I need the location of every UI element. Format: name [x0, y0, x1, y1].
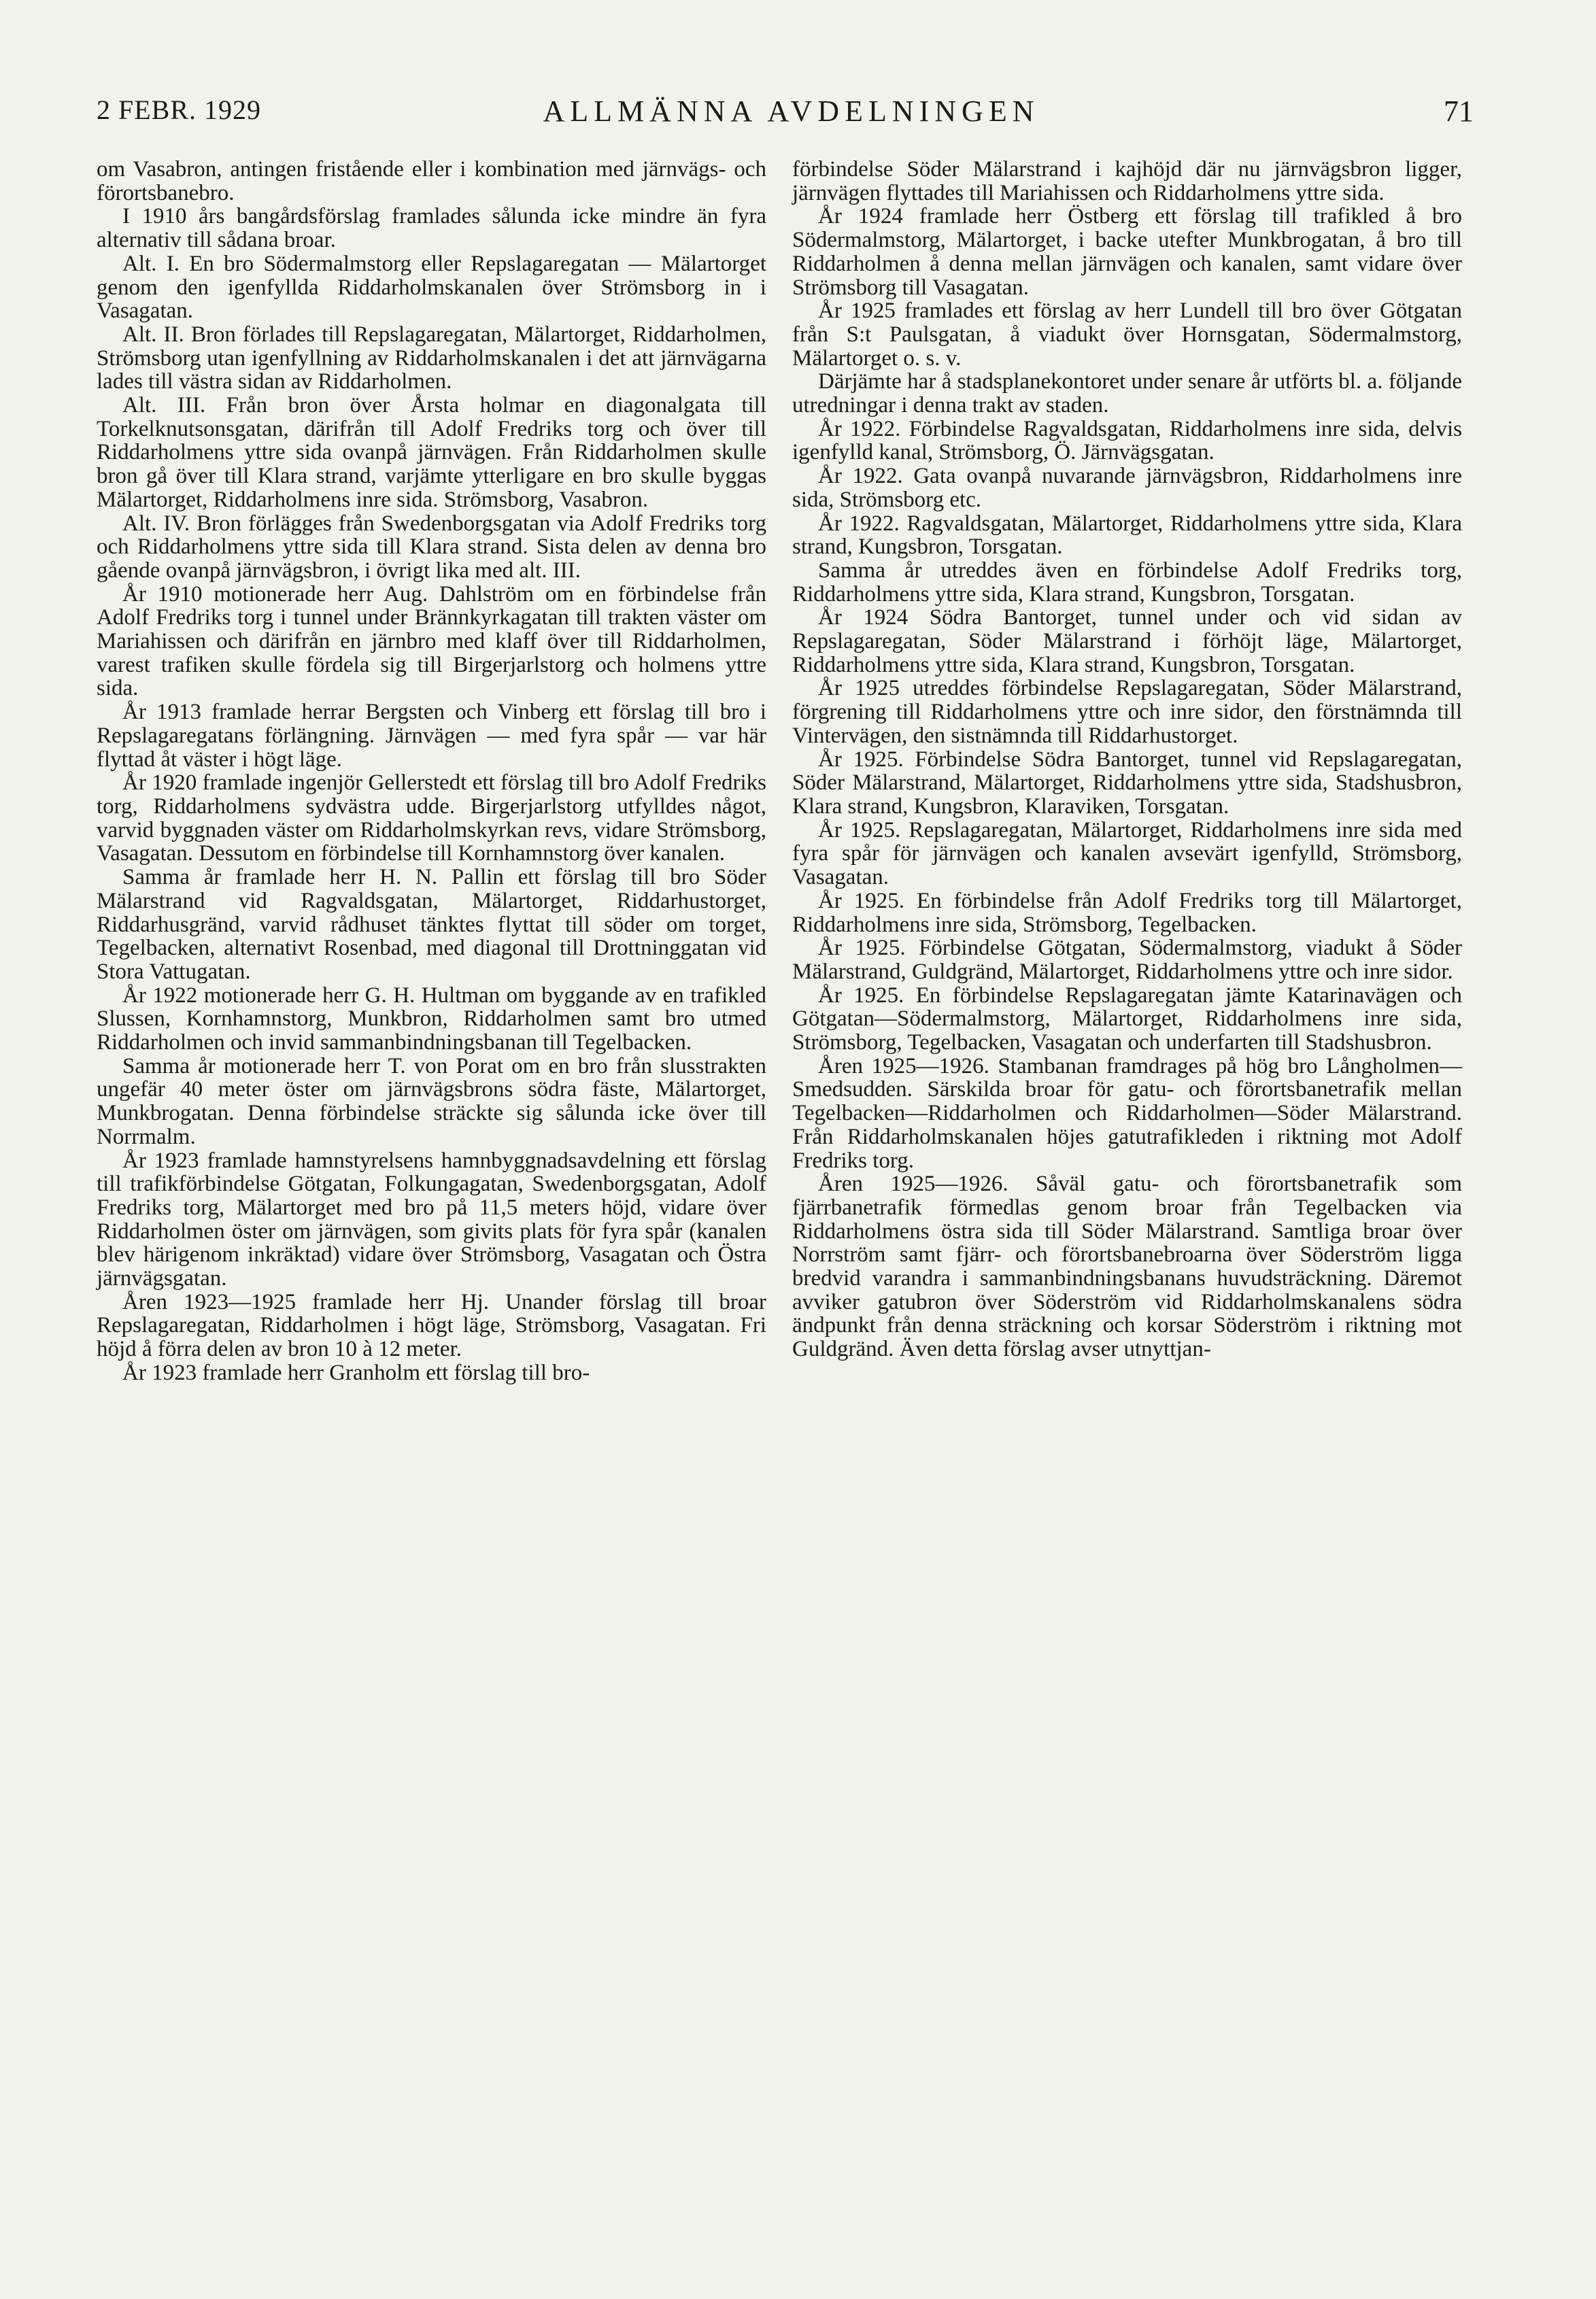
- paragraph: Alt. III. Från bron över Årsta holmar en diagonalgata till Torkelknutsonsgatan, därifrån till Adolf Fredriks torg och över till Riddarholmens yttre sida ovanpå järnvägen. Från Riddarholmen skulle bron gå över till Klara strand, varjämte ytterligare en bro skulle byggas Mälartorget, Riddarholmens inre sida. Strömsborg, Vasabron.: [97, 393, 766, 512]
- paragraph: Alt. I. En bro Södermalmstorg eller Repslagaregatan — Mälartorget genom den igenfyllda Riddarholmskanalen över Strömsborg in i Vasagatan.: [97, 251, 766, 324]
- paragraph: Samma år motionerade herr T. von Porat om en bro från slusstrakten ungefär 40 meter öster om järnvägsbrons södra fäste, Mälartorget, Munkbrogatan. Denna förbindelse sträckte sig sålunda icke över till Norrmalm.: [97, 1053, 766, 1149]
- section-title: ALLMÄNNA AVDELNINGEN: [543, 95, 1040, 128]
- page-number: 71: [1444, 95, 1474, 128]
- paragraph: År 1924 Södra Bantorget, tunnel under och vid sidan av Repslagaregatan, Söder Mälarstrand i förhöjt läge, Mälartorget, Riddarholmens yttre sida, Klara strand, Kungsbron, Torsgatan.: [792, 605, 1462, 677]
- paragraph: Samma år framlade herr H. N. Pallin ett förslag till bro Söder Mälarstrand vid Ragvaldsgatan, Mälartorget, Riddarhustorget, Riddarhusgränd, varvid rådhuset tänktes flyttat till söder om torget, Tegelbacken, alternativt Rosenbad, med diagonal till Drottninggatan vid Stora Vattugatan.: [97, 865, 766, 984]
- paragraph: Därjämte har å stadsplanekontoret under senare år utförts bl. a. följande utredningar i denna trakt av staden.: [792, 369, 1462, 418]
- paragraph: År 1922. Gata ovanpå nuvarande järnvägsbron, Riddarholmens inre sida, Strömsborg etc.: [792, 464, 1462, 512]
- paragraph: År 1925. En förbindelse Repslagaregatan jämte Katarinavägen och Götgatan—Södermalmstorg, Mälartorget, Riddarholmens inre sida, Strömsborg, Tegelbacken, Vasagatan och underfarten till Stadshusbron.: [792, 983, 1462, 1055]
- paragraph: År 1920 framlade ingenjör Gellerstedt ett förslag till bro Adolf Fredriks torg, Riddarholmens sydvästra udde. Birgerjarlstorg utfylldes något, varvid byggnaden väster om Riddarholmskyrkan revs, vidare Strömsborg, Vasagatan. Dessutom en förbindelse till Kornhamnstorg över kanalen.: [97, 770, 766, 866]
- paragraph: Åren 1925—1926. Såväl gatu- och förortsbanetrafik som fjärrbanetrafik förmedlas genom broar från Tegelbacken via Riddarholmens östra sida till Söder Mälarstrand. Samtliga broar över Norrström samt fjärr- och förortsbanebroarna över Söderström ligga bredvid varandra i sammanbindningsbanans huvudsträckning. Däremot avviker gatubron över Söderström vid Riddarholmskanalens södra ändpunkt från denna sträckning och korsar Söderström i riktning mot Guldgränd. Även detta förslag avser utnyttjan-: [792, 1172, 1462, 1362]
- paragraph: År 1922 motionerade herr G. H. Hultman om byggande av en trafikled Slussen, Kornhamnstorg, Munkbron, Riddarholmen samt bro utmed Riddarholmen och invid sammanbindningsbanan till Tegelbacken.: [97, 983, 766, 1055]
- paragraph: Alt. IV. Bron förlägges från Swedenborgsgatan via Adolf Fredriks torg och Riddarholmens yttre sida till Klara strand. Sista delen av denna bro gående ovanpå järnvägsbron, i övrigt lika med alt. III.: [97, 511, 766, 583]
- paragraph: År 1922. Ragvaldsgatan, Mälartorget, Riddarholmens yttre sida, Klara strand, Kungsbron, Torsgatan.: [792, 511, 1462, 560]
- paragraph: I 1910 års bangårdsförslag framlades sålunda icke mindre än fyra alternativ till sådana broar.: [97, 204, 766, 253]
- paragraph: År 1925. En förbindelse från Adolf Fredriks torg till Mälartorget, Riddarholmens inre sida, Strömsborg, Tegelbacken.: [792, 888, 1462, 937]
- paragraph: År 1913 framlade herrar Bergsten och Vinberg ett förslag till bro i Repslagaregatans förlängning. Järnvägen — med fyra spår — var här flyttad åt väster i högt läge.: [97, 700, 766, 772]
- paragraph: År 1925 framlades ett förslag av herr Lundell till bro över Götgatan från S:t Paulsgatan, å viadukt över Hornsgatan, Södermalmstorg, Mälartorget o. s. v.: [792, 299, 1462, 371]
- left-column: [97, 158, 766, 1385]
- paragraph: År 1923 framlade herr Granholm ett förslag till bro-: [122, 1360, 590, 1385]
- paragraph: År 1923 framlade hamnstyrelsens hamnbyggnadsavdelning ett förslag till trafikförbindelse Götgatan, Folkungagatan, Swedenborgsgatan, Adolf Fredriks torg, Mälartorget med bro på 11,5 meters höjd, vidare över Riddarholmen öster om järnvägen, som givits plats för fyra spår (kanalen blev härigenom inkräktad) vidare över Strömsborg, Vasagatan och Östra järnvägsgatan.: [97, 1148, 766, 1291]
- paragraph: År 1925. Förbindelse Götgatan, Södermalmstorg, viadukt å Söder Mälarstrand, Guldgränd, Mälartorget, Riddarholmens yttre och inre sidor.: [792, 936, 1462, 984]
- paragraph: År 1922. Förbindelse Ragvaldsgatan, Riddarholmens inre sida, delvis igenfylld kanal, Strömsborg, Ö. Järnvägsgatan.: [792, 416, 1462, 465]
- paragraph: Alt. II. Bron förlades till Repslagaregatan, Mälartorget, Riddarholmen, Strömsborg utan igenfyllning av Riddarholmskanalen i det att järnvägarna lades till västra sidan av Riddarholmen.: [97, 322, 766, 394]
- paragraph: År 1924 framlade herr Östberg ett förslag till trafikled å bro Södermalmstorg, Mälartorget, i backe utefter Munkbrogatan, å bro till Riddarholmen å denna mellan järnvägen och kanalen, samt vidare över Strömsborg till Vasagatan.: [792, 204, 1462, 300]
- page-header: [88, 88, 1494, 136]
- paragraph: År 1925. Förbindelse Södra Bantorget, tunnel vid Repslagaregatan, Söder Mälarstrand, Mälartorget, Riddarholmens yttre sida, Stadshusbron, Klara strand, Kungsbron, Klaraviken, Torsgatan.: [792, 747, 1462, 819]
- paragraph: Samma år utreddes även en förbindelse Adolf Fredriks torg, Riddarholmens yttre sida, Klara strand, Kungsbron, Torsgatan.: [792, 558, 1462, 607]
- paragraph: År 1910 motionerade herr Aug. Dahlström om en förbindelse från Adolf Fredriks torg i tunnel under Brännkyrkagatan till trakten väster om Mariahissen och därifrån en järnbro med klaff över till Riddarholmen, varest trafiken skulle fördela sig till Birgerjarlstorg och holmens yttre sida.: [97, 581, 766, 701]
- paragraph: om Vasabron, antingen fristående eller i kombination med järnvägs- och förortsbanebro.: [97, 157, 766, 205]
- paragraph: Åren 1923—1925 framlade herr Hj. Unander förslag till broar Repslagaregatan, Riddarholmen i högt läge, Strömsborg, Vasagatan. Fri höjd å förra delen av bron 10 à 12 meter.: [97, 1289, 766, 1362]
- issue-date: 2 FEBR. 1929: [97, 95, 262, 125]
- paragraph: År 1925 utreddes förbindelse Repslagaregatan, Söder Mälarstrand, förgrening till Riddarholmens yttre och inre sidor, den förstnämnda till Vintervägen, den sistnämnda till Riddarhustorget.: [792, 676, 1462, 748]
- paragraph: Åren 1925—1926. Stambanan framdrages på hög bro Långholmen—Smedsudden. Särskilda broar för gatu- och förortsbanetrafik mellan Tegelbacken—Riddarholmen och Riddarholmen—Söder Mälarstrand. Från Riddarholmskanalen höjes gatutrafikleden i riktning mot Adolf Fredriks torg.: [792, 1053, 1462, 1173]
- paragraph: förbindelse Söder Mälarstrand i kajhöjd där nu järnvägsbron ligger, järnvägen flyttades till Mariahissen och Riddarholmens yttre sida.: [792, 157, 1462, 205]
- paragraph: År 1925. Repslagaregatan, Mälartorget, Riddarholmens inre sida med fyra spår för järnvägen och kanalen avsevärt igenfylld, Strömsborg, Vasagatan.: [792, 817, 1462, 890]
- right-column: [792, 158, 1462, 1361]
